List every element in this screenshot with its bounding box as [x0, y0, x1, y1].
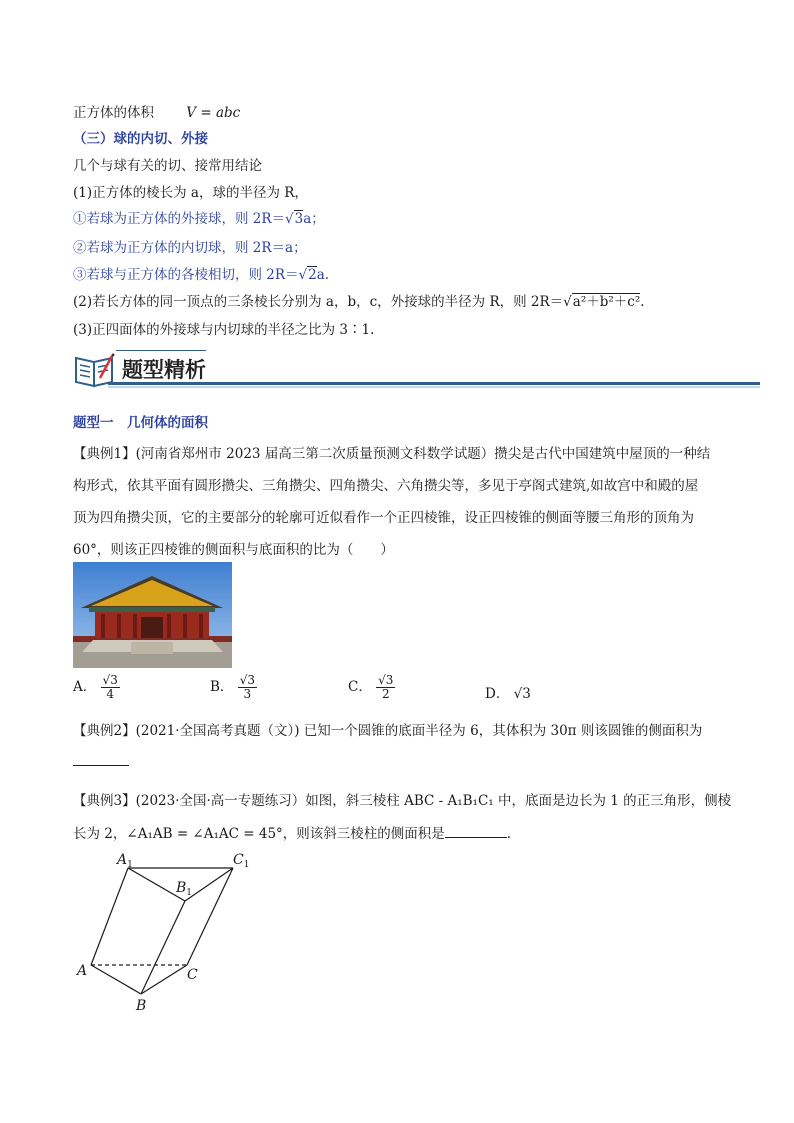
cube-volume-line: [73, 101, 240, 121]
item-1b: ②若球为正方体的内切球，则 2R＝a；: [73, 240, 307, 256]
banner-underline: [108, 382, 760, 385]
option-c[interactable]: C． $\frac{√3}{2}$: [348, 673, 394, 701]
item-1a: ①若球为正方体的外接球，则 2R＝√3a；: [73, 211, 325, 227]
item-1a-radical: 3: [294, 211, 304, 227]
example2-answer-blank[interactable]: [73, 764, 129, 766]
edge-c-c1: [187, 868, 233, 965]
item-2-radical: a²＋b²＋c²: [572, 294, 641, 310]
option-b-fraction: $\frac{√3}{3}$: [239, 673, 255, 701]
edge-a-b: [91, 965, 141, 994]
example1-line3: 顶为四角攒尖顶，它的主要部分的轮廓可近似看作一个正四棱锥，设正四棱锥的侧面等腰三角形的顶角为: [73, 510, 694, 526]
label-a1: $A_1$: [117, 852, 133, 870]
label-b: B: [136, 998, 147, 1014]
cube-volume-label: 正方体的体积: [73, 105, 154, 121]
option-d[interactable]: D． √3: [485, 686, 531, 702]
example1-line1: 【典例1】(河南省郑州市 2023 届高三第二次质量预测文科数学试题）攒尖是古代中国建筑中屋顶的一种结: [73, 446, 711, 462]
item-1c-radical: 2: [308, 267, 317, 283]
section-title: 题型精析: [122, 358, 206, 382]
example1-line2: 构形式，依其平面有圆形攒尖、三角攒尖、四角攒尖、六角攒尖等，多见于亭阁式建筑,如故宫中和殿的屋: [73, 478, 699, 494]
option-c-fraction: $\frac{√3}{2}$: [378, 673, 394, 701]
banner-underline-shadow: [108, 386, 760, 388]
label-a: A: [77, 963, 88, 979]
section-banner: [72, 344, 762, 392]
edge-a-a1: [91, 868, 128, 965]
sphere-heading: （三）球的内切、外接: [73, 131, 208, 147]
option-a-fraction: $\frac{√3}{4}$: [102, 673, 118, 701]
example3-line2: 长为 2，∠A₁AB = ∠A₁AC = 45°，则该斜三棱柱的侧面积是 ．: [73, 826, 521, 842]
banner-topline: [116, 350, 206, 351]
cube-volume-formula: V = abc: [186, 105, 241, 121]
example1-line4: 60°，则该正四棱锥的侧面积与底面积的比为（ ）: [73, 542, 394, 558]
option-a[interactable]: A． $\frac{√3}{4}$: [73, 673, 118, 701]
pavilion-photo: [73, 562, 232, 668]
label-c1: $C_1$: [233, 852, 250, 870]
example3-line1: 【典例3】(2023·全国·高一专题练习）如图，斜三棱柱 ABC - A₁B₁C₁ 中，底面是边长为 1 的正三角形，侧棱: [73, 793, 732, 809]
option-b[interactable]: B． $\frac{√3}{3}$: [210, 673, 255, 701]
item-1: (1)正方体的棱长为 a，球的半径为 R，: [73, 185, 308, 201]
example2-line1: 【典例2】(2021·全国高考真题（文）) 已知一个圆锥的底面半径为 6，其体积为 30π 则该圆锥的侧面积为: [73, 723, 703, 739]
label-b1: $B_1$: [176, 880, 193, 898]
conclusions-intro: 几个与球有关的切、接常用结论: [73, 158, 262, 174]
example3-answer-blank[interactable]: [445, 824, 507, 838]
option-d-value: √3: [513, 686, 531, 702]
type1-heading: 题型一 几何体的面积: [73, 415, 208, 431]
prism-diagram: [73, 848, 273, 1018]
item-1c: ③若球与正方体的各棱相切，则 2R＝√2a.: [73, 267, 330, 283]
item-3: (3)正四面体的外接球与内切球的半径之比为 3∶1.: [73, 322, 375, 338]
item-2: (2)若长方体的同一顶点的三条棱长分别为 a，b，c，外接球的半径为 R，则 2R＝√a²＋b²＋c².: [73, 294, 645, 310]
label-c: C: [187, 967, 198, 983]
